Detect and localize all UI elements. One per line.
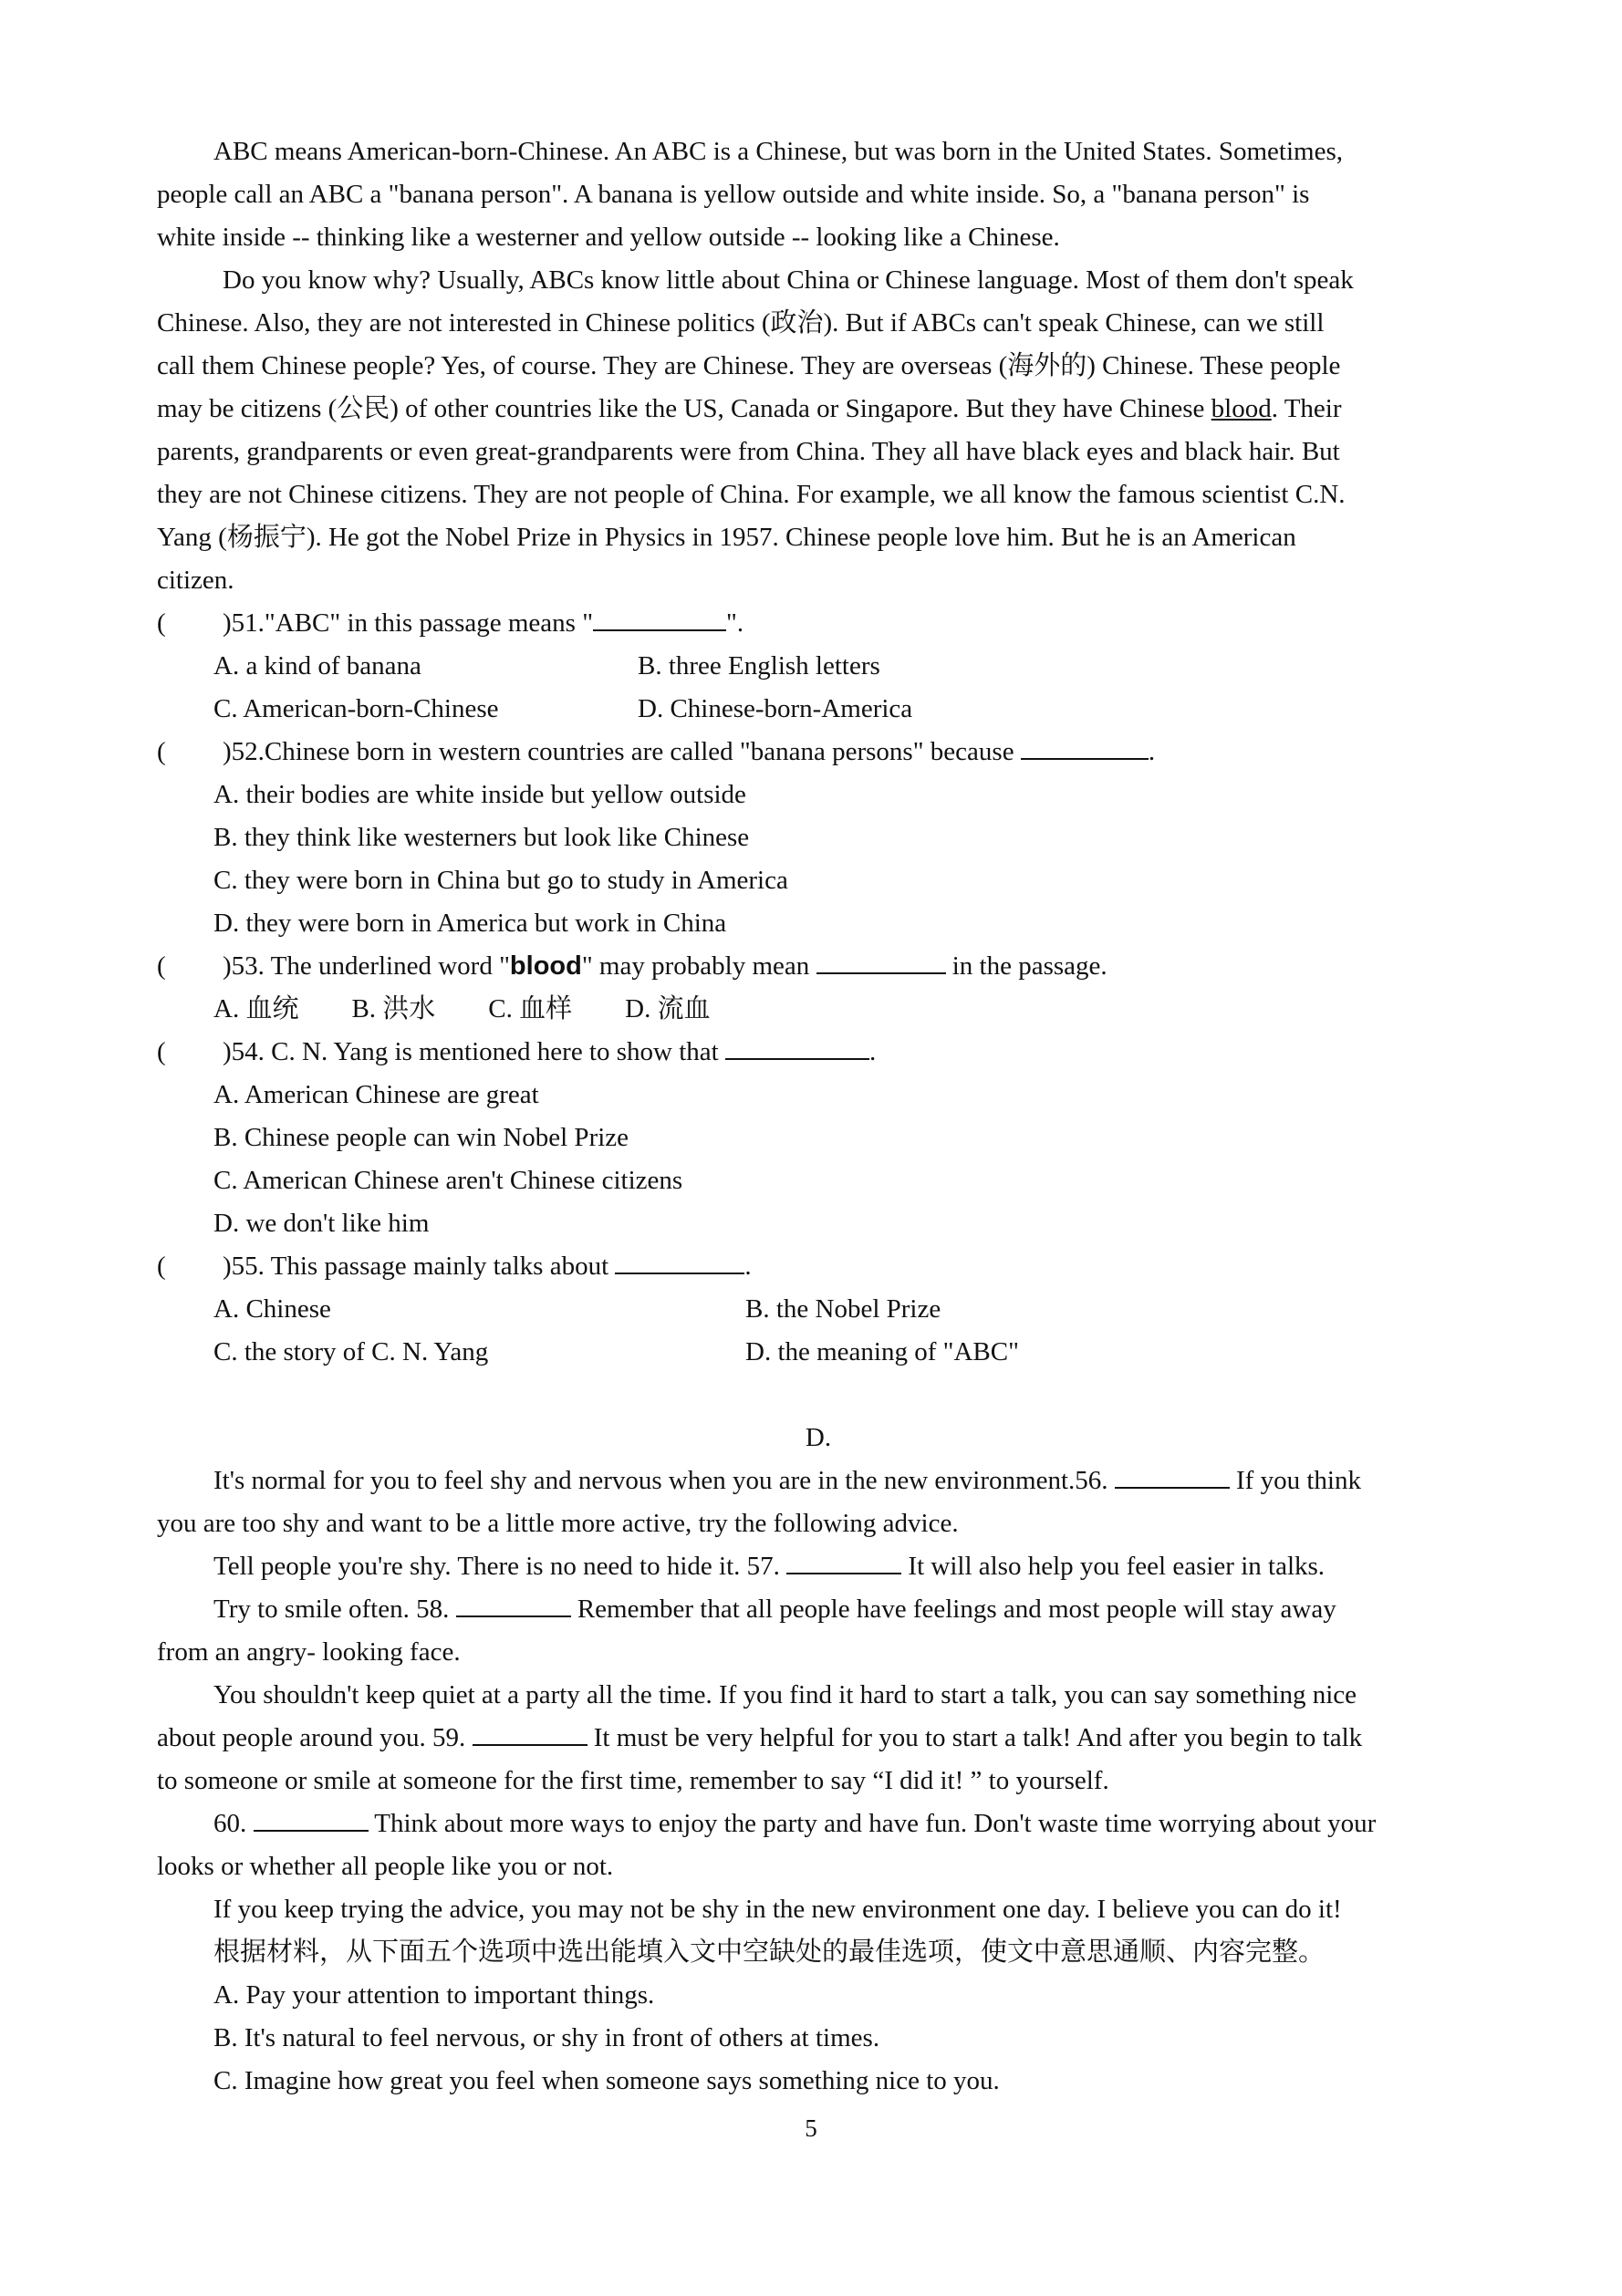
text-line: parents, grandparents or even great-grandparents were from China. They all have black eyes and black hair. But [157, 437, 1340, 466]
question-55 [157, 1245, 1480, 1288]
text-line: white inside -- thinking like a westerner and yellow outside -- looking like a Chinese. [157, 223, 1060, 252]
question-stem: " may probably mean [581, 951, 816, 981]
text-line [157, 1717, 1480, 1760]
text-line [157, 1588, 1480, 1631]
text-line: citizen. [157, 566, 234, 595]
option-d[interactable]: D. 流血 [625, 994, 711, 1023]
text-line: to someone or smile at someone for the first time, remember to say “I did it! ” to yourself. [157, 1766, 1109, 1795]
option-c[interactable]: C. the story of C. N. Yang [213, 1337, 489, 1366]
answer-blank-59[interactable] [473, 1717, 587, 1746]
text-line: Do you know why? Usually, ABCs know little about China or Chinese language. Most of them don't speak [223, 265, 1354, 295]
question-52 [157, 731, 1480, 774]
text-fragment: Tell people you're shy. There is no need to hide it. 57. [213, 1552, 787, 1581]
text-line [157, 1460, 1480, 1502]
question-stem: in the passage. [945, 951, 1107, 981]
option-c[interactable]: C. 血样 [488, 994, 573, 1023]
question-53 [157, 945, 1480, 988]
bold-word: blood [509, 951, 582, 981]
option-b[interactable]: B. It's natural to feel nervous, or shy in front of others at times. [213, 2023, 880, 2052]
answer-paren[interactable]: ( [157, 737, 166, 766]
option-c[interactable]: C. American-born-Chinese [213, 694, 499, 723]
question-55-options-row [157, 1331, 1480, 1374]
answer-paren[interactable]: ( [157, 1252, 166, 1281]
text-line: ABC means American-born-Chinese. An ABC is a Chinese, but was born in the United States. Sometimes, [213, 137, 1343, 166]
question-51 [157, 602, 1480, 645]
question-53-options-row [157, 988, 1480, 1031]
option-a[interactable]: A. Pay your attention to important things. [213, 1980, 655, 2010]
text-fragment: . Their [1271, 394, 1342, 423]
option-c[interactable]: C. Imagine how great you feel when someone says something nice to you. [213, 2066, 1000, 2095]
answer-blank-60[interactable] [254, 1803, 369, 1832]
text-fragment: Try to smile often. 58. [213, 1595, 456, 1624]
question-51-options-row [157, 688, 1480, 731]
text-fragment: Think about more ways to enjoy the party and have fun. Don't waste time worrying about your [368, 1809, 1377, 1838]
question-stem: )53. The underlined word " [223, 951, 510, 981]
answer-paren[interactable]: ( [157, 608, 166, 638]
answer-blank[interactable] [1021, 731, 1149, 760]
text-line [157, 1545, 1480, 1588]
text-fragment: It must be very helpful for you to start a talk! And after you begin to talk [587, 1723, 1363, 1752]
text-line: they are not Chinese citizens. They are not people of China. For example, we all know the famous scientist C.N. [157, 480, 1346, 509]
question-55-options-row [157, 1288, 1480, 1331]
answer-blank[interactable] [816, 945, 946, 974]
option-a[interactable]: A. 血统 [213, 994, 299, 1023]
text-line: Yang (杨振宁). He got the Nobel Prize in Physics in 1957. Chinese people love him. But he is an American [157, 523, 1296, 552]
option-d[interactable]: D. we don't like him [213, 1209, 430, 1238]
text-fragment: about people around you. 59. [157, 1723, 473, 1752]
text-line: you are too shy and want to be a little more active, try the following advice. [157, 1509, 959, 1538]
passage-c [157, 130, 1480, 2103]
question-stem: )51."ABC" in this passage means " [223, 608, 594, 638]
text-line [157, 388, 1480, 431]
answer-blank-58[interactable] [456, 1588, 571, 1617]
text-line: If you keep trying the advice, you may not be shy in the new environment one day. I believe you can do it! [213, 1895, 1342, 1924]
option-a[interactable]: A. a kind of banana [213, 651, 421, 680]
option-b[interactable]: B. they think like westerners but look like Chinese [213, 823, 750, 852]
option-b[interactable]: B. Chinese people can win Nobel Prize [213, 1123, 629, 1152]
spacer [157, 1374, 1480, 1417]
option-d[interactable]: D. they were born in America but work in China [213, 909, 727, 938]
text-fragment: Remember that all people have feelings and most people will stay away [570, 1595, 1336, 1624]
option-b[interactable]: B. the Nobel Prize [745, 1294, 941, 1324]
text-line: call them Chinese people? Yes, of course. They are Chinese. They are overseas (海外的) Chinese. These people [157, 351, 1341, 380]
option-a[interactable]: A. their bodies are white inside but yellow outside [213, 780, 746, 809]
text-fragment: If you think [1229, 1466, 1361, 1495]
option-c[interactable]: C. American Chinese aren't Chinese citizens [213, 1166, 683, 1195]
question-stem: )54. C. N. Yang is mentioned here to show that [223, 1037, 725, 1066]
page-number: 5 [805, 2114, 817, 2142]
question-stem: . [868, 1037, 877, 1066]
text-line: You shouldn't keep quiet at a party all the time. If you find it hard to start a talk, you can say something nice [213, 1680, 1357, 1709]
text-line: from an angry- looking face. [157, 1637, 461, 1667]
option-d[interactable]: D. the meaning of "ABC" [745, 1337, 1019, 1366]
answer-blank-56[interactable] [1115, 1460, 1230, 1489]
answer-paren[interactable]: ( [157, 1037, 166, 1066]
option-d[interactable]: D. Chinese-born-America [638, 694, 913, 723]
option-c[interactable]: C. they were born in China but go to study in America [213, 866, 788, 895]
text-fragment: It will also help you feel easier in talks. [901, 1552, 1326, 1581]
question-stem: )52.Chinese born in western countries are called "banana persons" because [223, 737, 1021, 766]
text-fragment: 60. [213, 1809, 254, 1838]
answer-paren[interactable]: ( [157, 951, 166, 981]
answer-blank[interactable] [593, 602, 726, 631]
text-line [157, 1803, 1480, 1845]
text-line: Chinese. Also, they are not interested in Chinese politics (政治). But if ABCs can't speak Chinese, can we still [157, 308, 1325, 338]
question-51-options-row [157, 645, 1480, 688]
answer-blank[interactable] [615, 1245, 744, 1274]
option-a[interactable]: A. American Chinese are great [213, 1080, 539, 1109]
text-fragment: It's normal for you to feel shy and nervous when you are in the new environment.56. [213, 1466, 1115, 1495]
option-b[interactable]: B. three English letters [638, 651, 880, 680]
question-stem: )55. This passage mainly talks about [223, 1252, 616, 1281]
question-stem: ". [726, 608, 744, 638]
question-54 [157, 1031, 1480, 1074]
text-line: looks or whether all people like you or not. [157, 1852, 614, 1881]
text-fragment: may be citizens (公民) of other countries like the US, Canada or Singapore. But they have Chinese [157, 394, 1211, 423]
question-stem: . [744, 1252, 752, 1281]
text-line: people call an ABC a "banana person". A banana is yellow outside and white inside. So, a "banana person" is [157, 180, 1310, 209]
option-b[interactable]: B. 洪水 [351, 994, 436, 1023]
option-a[interactable]: A. Chinese [213, 1294, 331, 1324]
answer-blank-57[interactable] [786, 1545, 901, 1574]
section-heading: D. [805, 1423, 832, 1452]
underlined-word-blood: blood [1211, 394, 1272, 423]
instruction-text: 根据材料，从下面五个选项中选出能填入文中空缺处的最佳选项，使文中意思通顺、内容完整。 [213, 1938, 1326, 1967]
answer-blank[interactable] [725, 1031, 869, 1060]
question-stem: . [1148, 737, 1156, 766]
